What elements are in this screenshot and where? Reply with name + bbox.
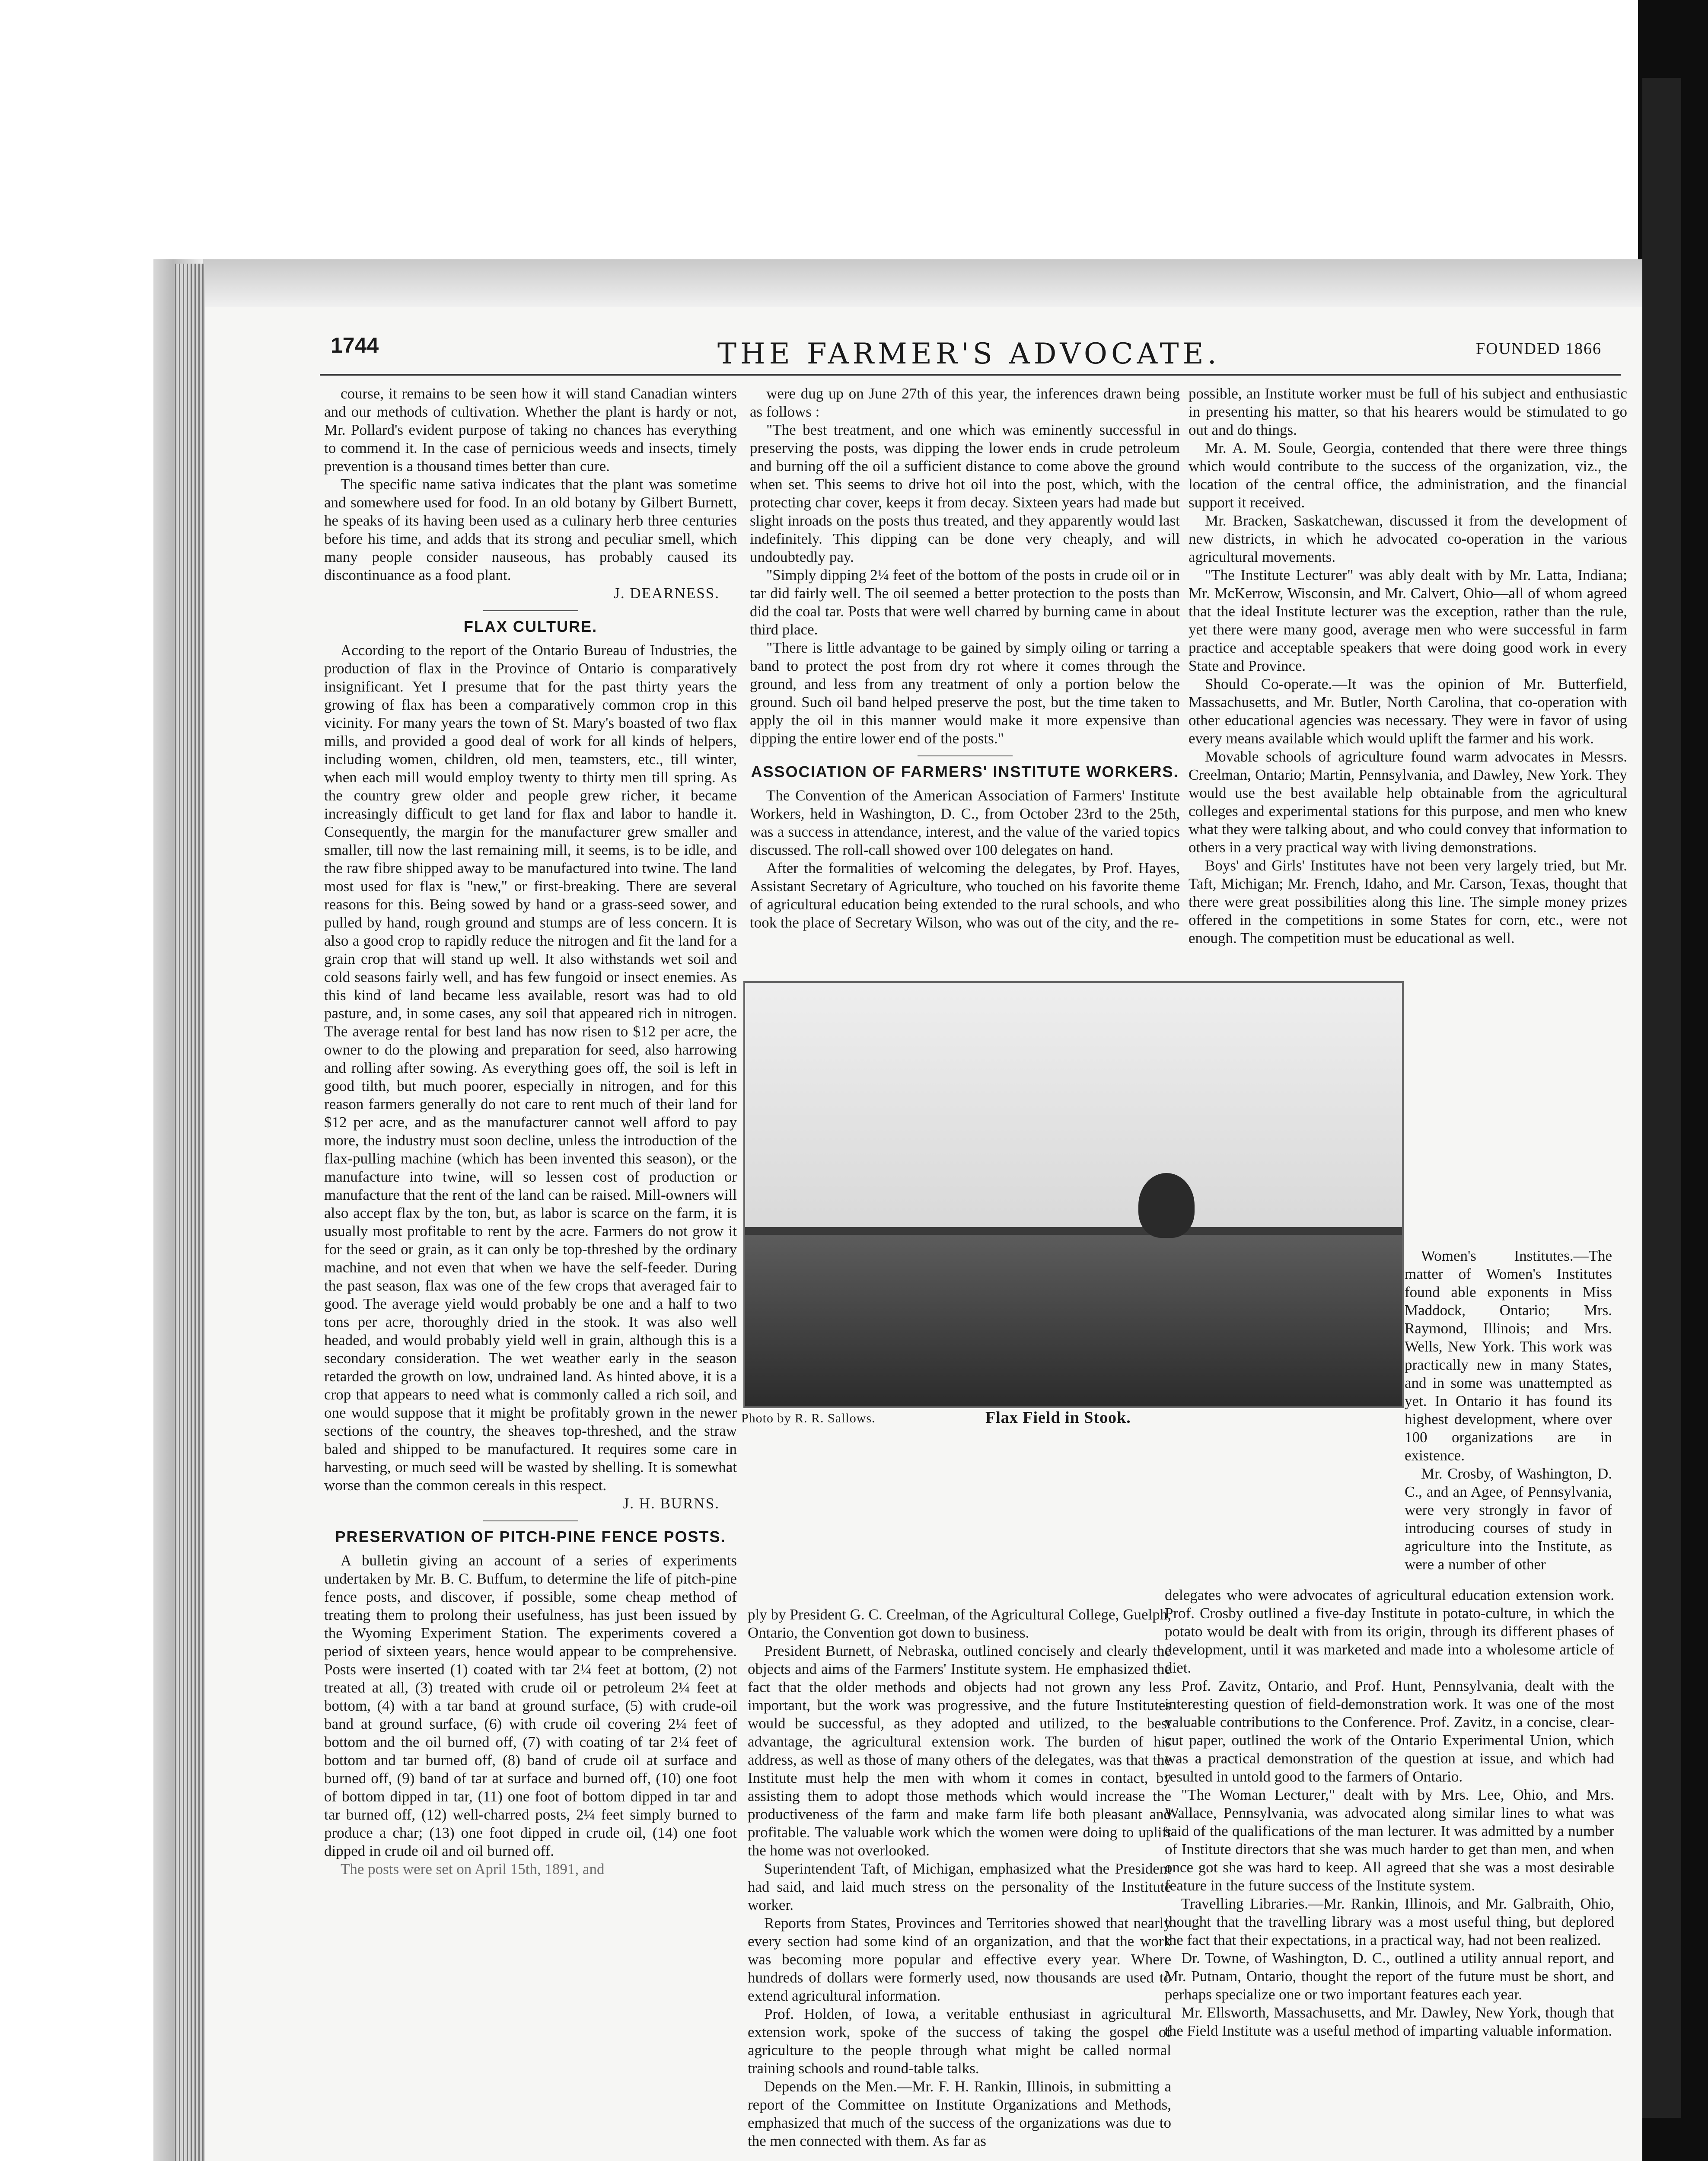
paragraph: President Burnett, of Nebraska, outlined concisely and clearly the objects and aims of the Farmers' Institute system. He emphasized the fact that the older methods and objects had not grown any less important, but the work was progressive, and the future Institutes would be successful, as they adopted and utilized, to the best advantage, the agricultural extension work. The burden of his address, as well as those of many others of the delegates, was that the Institute must help the men with whom it comes in contact, by assisting them to adopt those methods which would increase the productiveness of the farm and make farm life both pleasant and profitable. The valuable work which the women were doing to uplift the home was not overlooked. [748,1642,1171,1859]
photo-credit: Photo by R. R. Sallows. [741,1411,876,1425]
separator-rule [483,1520,578,1521]
paragraph: After the formalities of welcoming the delegates, by Prof. Hayes, Assistant Secretary of Agriculture, who touched on his favorite theme of agricultural education being extended to the rural schools, and who took the place of Secretary Wilson, who was out of the city, and the re- [750,860,1180,931]
founded-year: FOUNDED 1866 [1476,340,1602,358]
paragraph: "There is little advantage to be gained by simply oiling or tarring a band to protect the post from dry rot where it comes through the ground, and less from any treatment of only a portion below the ground. Such oil band helped preserve the post, but the time taken to apply the oil in this manner would make it more expensive than dipping the entire lower end of the posts." [750,639,1180,747]
paragraph: According to the report of the Ontario Bureau of Industries, the production of flax in the Province of Ontario is comparatively insignificant. Yet I presume that for the past thirty years the growing of flax has been a comparatively common crop in this vicinity. For many years the town of St. Mary's boasted of two flax mills, and provided a good deal of work for all kinds of helpers, including women, children, old men, teamsters, etc., till winter, when each mill would employ twenty to thirty men till spring. As the country grew older and people grew richer, it became increasingly difficult to get land for flax and labor to handle it. Consequently, the margin for the manufacturer grew smaller and smaller, till now the last remaining mill, it seems, is to be idle, and the raw fibre shipped away to be manufactured into twine. The land most used for flax is "new," or first-breaking. There are several reasons for this. Being sowed by hand or a grass-seed sower, and pulled by hand, rough ground and stumps are of less concern. It is also a good crop to rapidly reduce the nitrogen and fit the land for a grain crop that will stand up well. It also withstands wet soil and cold seasons fairly well, and has few fungoid or insect enemies. As this kind of land became less available, resort was had to old pasture, and, in some cases, any soil that appeared rich in nitrogen. The average rental for best land has now risen to $12 per acre, the owner to do the plowing and preparation for seed, also harrowing and rolling after sowing. As everything goes off, the soil is left in good tilth, but much poorer, especially in nitrogen, and for this reason farmers generally do not care to rent much of their land for $12 per acre, and as the manufacturer cannot well afford to pay more, the industry must soon decline, unless the introduction of the flax-pulling machine (which has been invented this season), or the manufacture into twine, will so lessen cost of production or manufacture that the rent of the land can be raised. Mill-owners will also accept flax by the ton, but, as labor is scarce on the farm, it is usually most profitable to rent by the acre. Farmers do not grow it for the seed or grain, as it can only be top-threshed by the ordinary machine, and not even that when we have the self-feeder. During the past season, flax was one of the few crops that averaged fair to good. The average yield would probably be one and a half to two tons per acre, thoroughly dried in the stook. It was also well headed, and would probably yield well in grain, although this is a secondary consideration. The wet weather early in the season retarded the growth on low, undrained land. As hinted above, it is a crop that appears to need what is commonly called a rich soil, and one would suppose that it might be profitably grown in the newer sections of the country, the sheaves top-threshed, and the straw baled and shipped to be manufactured. It requires some care in harvesting, or much seed will be wasted by shelling. It is somewhat worse than the common cereals in this respect. [324,642,737,1494]
paragraph: Women's Institutes.—The matter of Women's Institutes found able exponents in Miss Maddock, Ontario; Mrs. Raymond, Illinois; and Mrs. Wells, New York. This work was practically new in many States, and in some was unattempted as yet. In Ontario it has found its highest development, where over 100 organizations are in existence. [1405,1247,1612,1464]
page-number: 1744 [331,333,379,357]
masthead-rule [320,374,1621,376]
flax-culture-heading: FLAX CULTURE. [463,618,598,635]
page-top-shadow [203,259,1642,311]
paragraph: possible, an Institute worker must be full of his subject and enthusiastic in presenting his matter, so that his hearers would be stimulated to go out and do things. [1189,385,1627,438]
fence-posts-heading: PRESERVATION OF PITCH-PINE FENCE POSTS. [335,1528,726,1546]
paragraph: "The Woman Lecturer," dealt with by Mrs. Lee, Ohio, and Mrs. Wallace, Pennsylvania, was advocated along similar lines to what was said of the qualifications of the man lecturer. It was admitted by a number of Institute directors that she was much harder to get than men, and when once got she was hard to keep. All agreed that she was a most desirable feature in the future success of the Institute system. [1165,1786,1614,1894]
paragraph: Mr. Bracken, Saskatchewan, discussed it from the development of new districts, in which he advocated co-operation in the various agricultural movements. [1189,512,1627,565]
column-middle-lower [748,1606,1171,2150]
photo-caption: Flax Field in Stook. [985,1409,1131,1427]
photo-sky [745,983,1402,1228]
separator-rule [918,755,1013,756]
paragraph: Superintendent Taft, of Michigan, emphasized what the President had said, and laid much stress on the personality of the Institute worker. [748,1860,1171,1913]
paragraph: A bulletin giving an account of a series of experiments undertaken by Mr. B. C. Buffum, to determine the life of pitch-pine fence posts, and discover, if possible, some cheap method of treating them to prolong their usefulness, has just been issued by the Wyoming Experiment Station. The experiments covered a period of sixteen years, hence would appear to be comprehensive. Posts were inserted (1) coated with tar 2¼ feet at bottom, (2) not treated at all, (3) treated with crude oil or petroleum 2¼ feet at bottom, (4) with a tar band at ground surface, (5) with crude-oil band at ground surface, (6) with crude oil covering 2¼ feet of bottom and the oil burned off, (7) with coating of tar 2¼ feet of bottom and tar burned off, (8) band of crude oil at surface and burned off, (9) band of tar at surface and burned off, (10) one foot of bottom dipped in tar, (11) one foot of bottom dipped in tar and tar burned off, (12) well-charred posts, 2¼ feet simply burned to produce a char; (13) one foot dipped in crude oil, (14) one foot dipped in crude oil and oil burned off. [324,1552,737,1859]
paragraph: Movable schools of agriculture found warm advocates in Messrs. Creelman, Ontario; Martin, Pennsylvania, and Dawley, New York. They would use the best available help obtainable from the agricultural colleges and experimental stations for this purpose, and men who knew what they were talking about, and who could convey that information to others in a very practical way with living demonstrations. [1189,748,1627,856]
association-heading: ASSOCIATION OF FARMERS' INSTITUTE WORKERS. [751,763,1179,781]
paper-title: THE FARMER'S ADVOCATE. [717,337,1220,370]
paragraph: The specific name sativa indicates that the plant was sometime and somewhere used for food. In an old botany by Gilbert Burnett, he speaks of its having been used as a culinary herb three centuries before his time, and adds that its strong and peculiar smell, which many people consider nauseous, has probably caused its discontinuance as a food plant. [324,476,737,583]
paragraph: were dug up on June 27th of this year, the inferences drawn being as follows : [750,385,1180,420]
photo-field [745,1228,1402,1406]
paragraph: Mr. Ellsworth, Massachusetts, and Mr. Dawley, New York, though that the Field Institute was a useful method of imparting valuable information. [1165,2004,1614,2039]
newspaper-page [203,307,1642,2161]
binding-strip [1642,78,1681,2118]
signature-burns: J. H. BURNS. [623,1495,720,1512]
paragraph: Prof. Holden, of Iowa, a veritable enthusiast in agricultural extension work, spoke of the success of taking the gospel of agriculture to the people through what might be called normal training schools and round-table talks. [748,2005,1171,2077]
paragraph: Travelling Libraries.—Mr. Rankin, Illinois, and Mr. Galbraith, Ohio, thought that the travelling library was a most useful thing, but deplored the fact that their expectations, in a practical way, had not been realized. [1165,1895,1614,1948]
separator-rule [483,610,578,611]
paragraph: Reports from States, Provinces and Territories showed that nearly every section had some kind of an organization, and that the work was becoming more popular and effective every year. Where hundreds of dollars were formerly used, now thousands are used to extend agricultural information. [748,1915,1171,2004]
paragraph: Should Co-operate.—It was the opinion of Mr. Butterfield, Massachusetts, and Mr. Butler, North Carolina, that co-operation with other educational agencies was necessary. They were in favor of using every means available which would uplift the farmer and his work. [1189,676,1627,747]
paragraph: course, it remains to be seen how it will stand Canadian winters and our methods of cultivation. Whether the plant is hardy or not, Mr. Pollard's evident purpose of taking no chances has everything to commend it. In the case of pernicious weeds and insects, timely prevention is a thousand times better than cure. [324,385,737,475]
paragraph: "The best treatment, and one which was eminently successful in preserving the posts, was dipping the lower ends in crude petroleum and burning off the oil a sufficient distance to come above the ground when set. This seems to drive hot oil into the post, which, with the protecting char cover, keeps it from decay. Sixteen years had made but slight inroads on the posts thus treated, and they apparently would last indefinitely. This dipping can be done very cheaply, and will undoubtedly pay. [750,421,1180,565]
paragraph: ply by President G. C. Creelman, of the Agricultural College, Guelph, Ontario, the Convention got down to business. [748,1606,1171,1641]
column-right [1189,385,1627,947]
paragraph: Dr. Towne, of Washington, D. C., outlined a utility annual report, and Mr. Putnam, Ontario, thought the report of the future must be short, and perhaps specialize one or two important features each year. [1165,1950,1614,2003]
column-left [324,385,737,1878]
flax-field-photo [743,981,1404,1408]
paragraph: Prof. Zavitz, Ontario, and Prof. Hunt, Pennsylvania, dealt with the interesting question of field-demonstration work. It was one of the most valuable contributions to the Conference. Prof. Zavitz, in a concise, clear-cut paper, outlined the work of the Ontario Experimental Union, which was a practical demonstration of the question at issue, and which had resulted in untold good to the farmers of Ontario. [1165,1677,1614,1785]
paragraph: Boys' and Girls' Institutes have not been very largely tried, but Mr. Taft, Michigan; Mr. French, Idaho, and Mr. Carson, Texas, thought that there were great possibilities along this line. The simple money prizes offered in the competitions in some States for corn, etc., were not enough. The competition must be educational as well. [1189,857,1627,947]
photo-horizon [745,1227,1402,1235]
paragraph: "The Institute Lecturer" was ably dealt with by Mr. Latta, Indiana; Mr. McKerrow, Wisconsin, and Mr. Calvert, Ohio—all of whom agreed that the ideal Institute lecturer was the exception, rather than the rule, yet there were many good, average men who were successful in farm practice and acceptable speakers that were doing good work in every State and Province. [1189,567,1627,674]
column-right-narrow [1405,1247,1612,1574]
paragraph: "Simply dipping 2¼ feet of the bottom of the posts in crude oil or in tar did fairly well. The oil seemed a better protection to the posts than did the coal tar. Posts that were well charred by burning came in about third place. [750,567,1180,638]
paragraph: Depends on the Men.—Mr. F. H. Rankin, Illinois, in submitting a report of the Committee on Institute Organizations and Methods, emphasized that much of the success of the organizations was due to the men connected with them. As far as [748,2078,1171,2149]
page-edges [175,264,205,2161]
column-middle [750,385,1180,932]
column-right-lower [1165,1586,1614,2040]
signature-dearness: J. DEARNESS. [614,585,720,602]
paragraph: delegates who were advocates of agricultural education extension work. Prof. Crosby outlined a five-day Institute in potato-culture, in which the potato would be dealt with from its origin, through its different phases of development, until it was marketed and made into a wholesome article of diet. [1165,1587,1614,1676]
paragraph: The posts were set on April 15th, 1891, and [341,1861,605,1877]
paragraph: Mr. A. M. Soule, Georgia, contended that there were three things which would contribute to the success of the organization, viz., the location of the central office, the administration, and the financial support it received. [1189,440,1627,511]
photo-tree [1138,1173,1195,1238]
paragraph: The Convention of the American Association of Farmers' Institute Workers, held in Washington, D. C., from October 23rd to the 25th, was a success in attendance, interest, and the value of the varied topics discussed. The roll-call showed over 100 delegates on hand. [750,787,1180,858]
paragraph: Mr. Crosby, of Washington, D. C., and an Agee, of Pennsylvania, were very strongly in favor of introducing courses of study in agriculture into the Institute, as were a number of other [1405,1465,1612,1573]
